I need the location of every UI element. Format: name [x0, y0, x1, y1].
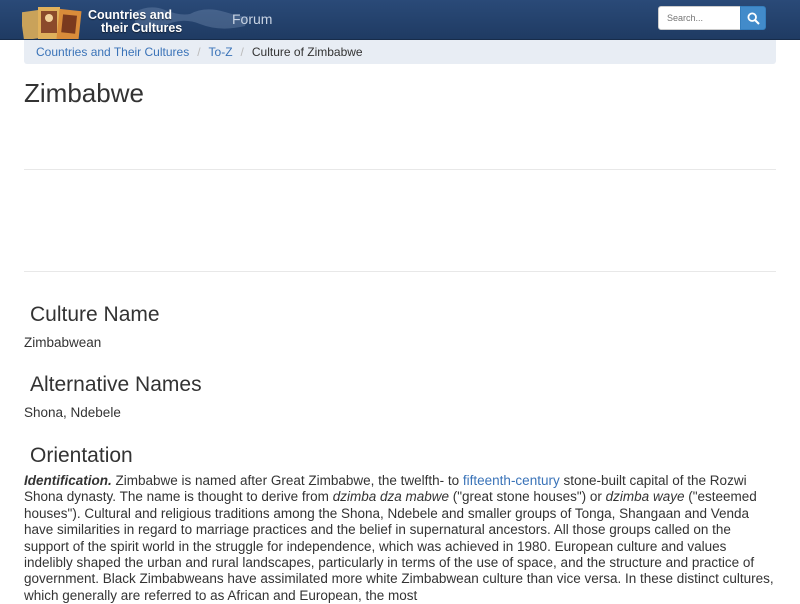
culture-name-heading: Culture Name [30, 303, 160, 326]
logo-line-1: Countries and [88, 8, 173, 22]
alternative-names-heading: Alternative Names [30, 373, 202, 396]
nav-forum-link[interactable]: Forum [232, 11, 273, 27]
search-icon [747, 12, 760, 25]
breadcrumb-link-countries[interactable]: Countries and Their Cultures [36, 45, 190, 59]
breadcrumb-separator: / [197, 45, 201, 59]
divider [24, 271, 776, 272]
paragraph-text: stone-built capital of the Rozwi Shona dynasty. The name is thought to derive from [24, 473, 747, 505]
top-navbar [0, 0, 800, 40]
identification-label: Identification. [24, 473, 112, 488]
term-dzimba-waye: dzimba waye [605, 489, 685, 505]
breadcrumb-current: Culture of Zimbabwe [251, 45, 363, 59]
logo-text [88, 9, 182, 35]
paragraph-text: Zimbabwe is named after Great Zimbabwe, the twelfth- to [111, 473, 463, 488]
logo-line-2: their Cultures [101, 21, 183, 35]
fifteenth-century-link[interactable]: fifteenth-century [462, 473, 560, 488]
paragraph-text: ("great stone houses") or [449, 489, 606, 505]
breadcrumb [24, 40, 776, 64]
orientation-heading: Orientation [30, 444, 133, 467]
site-logo[interactable] [22, 3, 202, 40]
divider [24, 169, 776, 170]
logo-collage-icon [22, 5, 84, 40]
paragraph-text: ("esteemed houses"). Cultural and religious traditions among the Shona, Ndebele and smaller groups of Tonga, Shangaan and Venda have similarities in regard to marriage practices and the belief in supernatural ancestors. All those groups called on the support of the spirit world in the struggle for independence, which was achieved in 1980. European culture and values indelibly shaped the urban and rural landscapes, particularly in terms of the use of space, and the structure and practice of government. Black Zimbabweans have assimilated more white Zimbabwean culture than vice versa. In these distinct cultures, which generally are referred to as African and European, the most [24, 489, 774, 603]
search-input[interactable] [658, 6, 750, 30]
breadcrumb-separator: / [240, 45, 244, 59]
search-button[interactable] [740, 6, 766, 30]
breadcrumb-link-to-z[interactable]: To-Z [208, 45, 233, 59]
term-dzimba-dza-mabwe: dzimba dza mabwe [332, 489, 449, 505]
culture-name-value: Zimbabwean [24, 335, 102, 350]
page-title: Zimbabwe [24, 78, 144, 108]
orientation-paragraph [24, 473, 778, 604]
alternative-names-value: Shona, Ndebele [24, 405, 121, 420]
